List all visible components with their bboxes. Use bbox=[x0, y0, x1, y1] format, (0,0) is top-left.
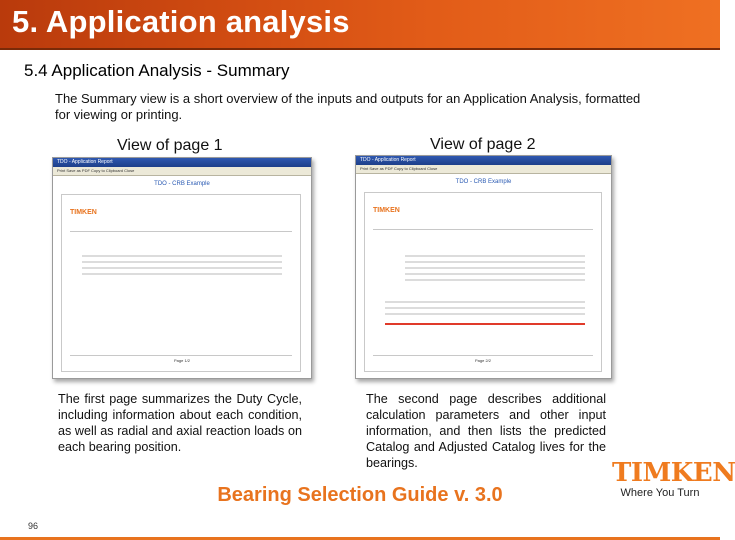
thumbnail-table-row bbox=[405, 267, 585, 269]
header-divider bbox=[0, 48, 720, 50]
timken-logo-word: TIMKEN bbox=[612, 458, 735, 488]
thumbnail-logo: TIMKEN bbox=[373, 207, 400, 214]
thumbnail-doc-heading: TDO - CRB Example bbox=[154, 181, 210, 187]
thumbnail-doc-heading: TDO - CRB Example bbox=[455, 179, 512, 185]
view-1-label: View of page 1 bbox=[117, 137, 223, 154]
thumbnail-rule bbox=[373, 355, 593, 356]
thumbnail-page-footer: Page 1/2 bbox=[174, 358, 191, 363]
thumbnail-rule bbox=[373, 229, 593, 230]
view-2-label: View of page 2 bbox=[430, 136, 536, 153]
thumbnail-sheet bbox=[364, 192, 602, 372]
footer-title: Bearing Selection Guide v. 3.0 bbox=[217, 484, 503, 506]
thumbnail-table-row bbox=[82, 273, 282, 275]
page-title: 5. Application analysis bbox=[12, 4, 350, 39]
thumbnail-page-footer: Page 2/2 bbox=[475, 358, 492, 363]
view-2-description: The second page describes additional calculation parameters and other input information, and then lists the predicted Catalog and Adjusted Catalog lives for the bearings. bbox=[366, 392, 606, 470]
timken-logo-tagline: Where You Turn bbox=[620, 487, 700, 499]
thumbnail-table-row bbox=[82, 255, 282, 257]
page-1-thumbnail bbox=[52, 157, 312, 379]
thumbnail-sheet bbox=[61, 194, 301, 372]
thumbnail-toolbar: Print Save as PDF Copy to Clipboard Close bbox=[356, 165, 611, 174]
thumbnail-table-row bbox=[82, 261, 282, 263]
thumbnail-window-title: TDO - Application Report bbox=[356, 156, 611, 165]
intro-text: The Summary view is a short overview of the inputs and outputs for an Application Analysis, formatted for viewing or printing. bbox=[55, 91, 641, 122]
thumbnail-rule bbox=[70, 231, 292, 232]
view-1-description: The first page summarizes the Duty Cycle, including information about each condition, as well as radial and axial reaction loads on each bearing position. bbox=[58, 392, 302, 454]
thumbnail-table-row bbox=[405, 261, 585, 263]
thumbnail-table-row bbox=[405, 279, 585, 281]
thumbnail-table-row bbox=[82, 267, 282, 269]
thumbnail-table-row bbox=[385, 307, 585, 309]
thumbnail-table-row bbox=[405, 255, 585, 257]
thumbnail-table-row bbox=[405, 273, 585, 275]
thumbnail-warning-line bbox=[385, 323, 585, 325]
thumbnail-toolbar: Print Save as PDF Copy to Clipboard Close bbox=[53, 167, 311, 176]
thumbnail-table-row bbox=[385, 313, 585, 315]
thumbnail-logo: TIMKEN bbox=[70, 209, 97, 216]
thumbnail-window-title: TDO - Application Report bbox=[53, 158, 311, 167]
page-number: 96 bbox=[28, 521, 39, 531]
page-2-thumbnail bbox=[355, 155, 612, 379]
header-banner bbox=[0, 0, 720, 48]
thumbnail-table-row bbox=[385, 301, 585, 303]
section-subtitle: 5.4 Application Analysis - Summary bbox=[24, 61, 290, 80]
thumbnail-rule bbox=[70, 355, 292, 356]
